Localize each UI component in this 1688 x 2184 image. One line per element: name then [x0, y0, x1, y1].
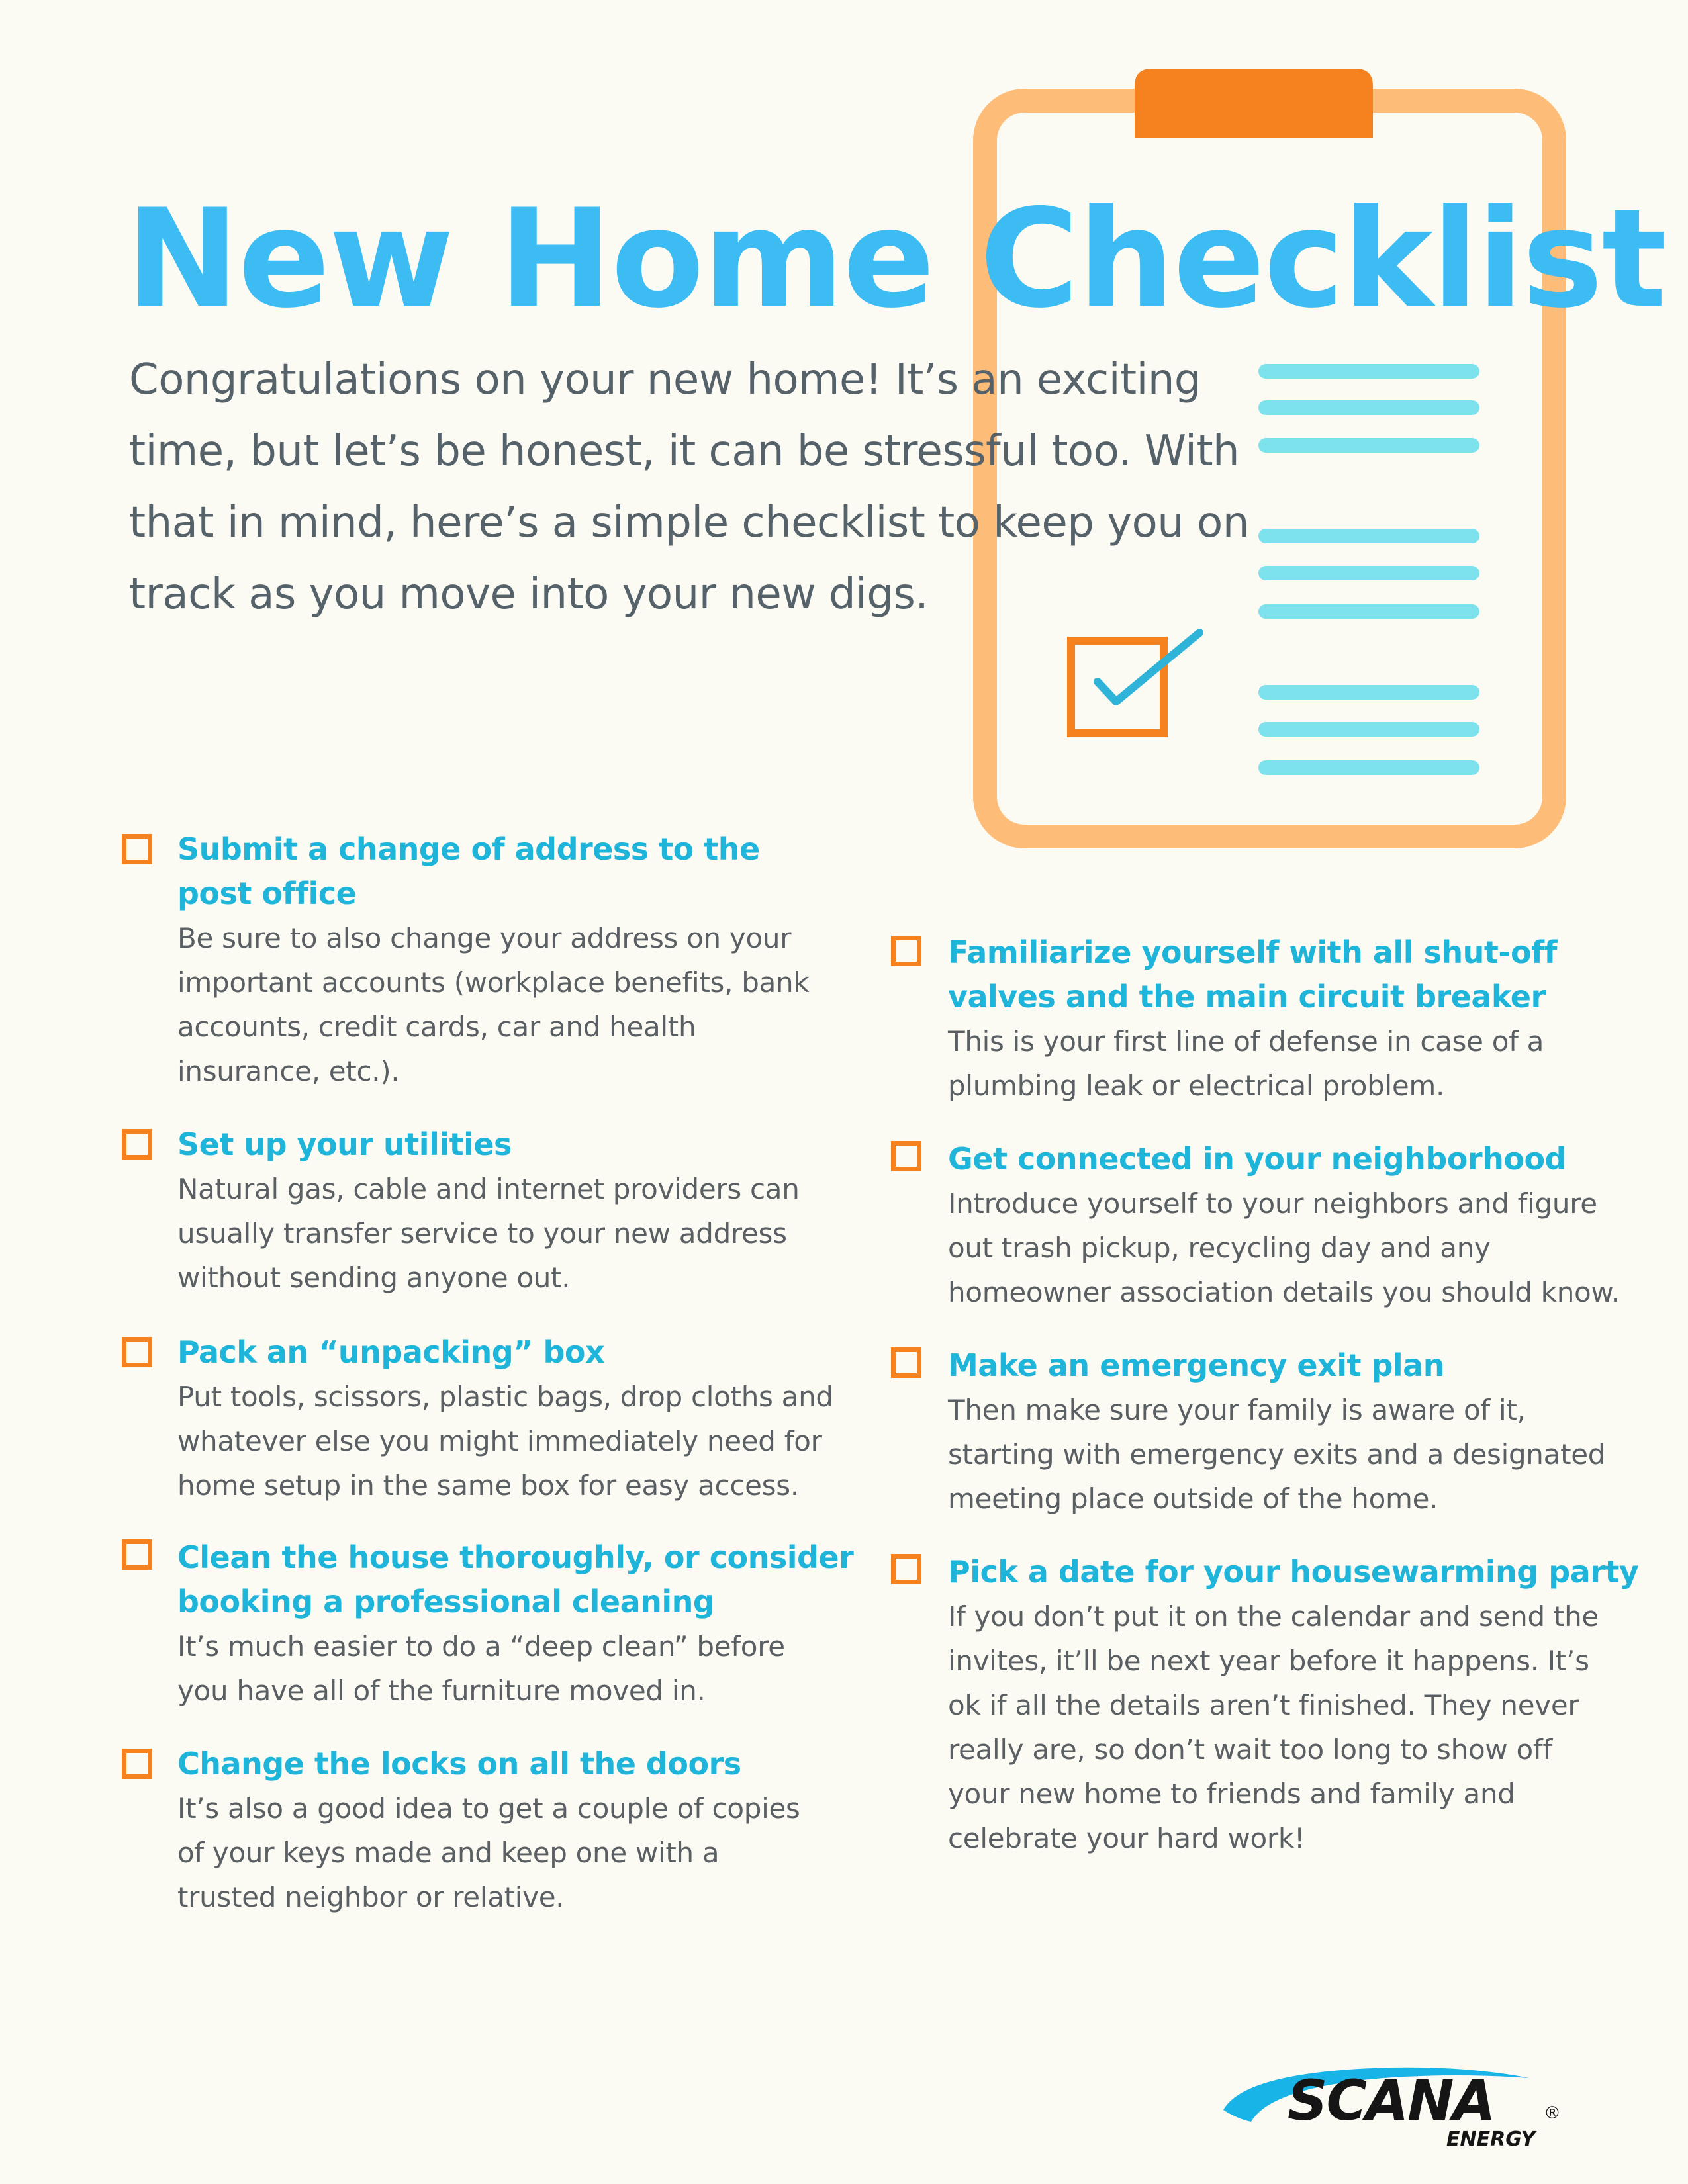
clipboard-clip — [1135, 69, 1373, 138]
scana-energy-logo — [1218, 2058, 1562, 2158]
intro-line: that in mind, here’s a simple checklist to keep you on — [129, 498, 1249, 547]
logo-name: SCANA — [1288, 2068, 1495, 2133]
checkbox-neighborhood[interactable] — [891, 1141, 921, 1171]
item-title-utilities: Set up your utilities — [177, 1126, 512, 1162]
item-title-change-of-address: Submit a change of address to the post office — [177, 831, 760, 911]
item-body-emergency-exit-plan: Then make sure your family is aware of it, starting with emergency exits and a designated meeting place outside of the home. — [948, 1394, 1606, 1515]
checkbox-change-of-address[interactable] — [122, 834, 152, 864]
checkbox-shut-off-valves[interactable] — [891, 936, 921, 966]
item-title-housewarming-party: Pick a date for your housewarming party — [948, 1554, 1639, 1590]
intro-line: track as you move into your new digs. — [129, 570, 929, 619]
item-title-unpacking-box: Pack an “unpacking” box — [177, 1334, 605, 1370]
item-body-unpacking-box: Put tools, scissors, plastic bags, drop cloths and whatever else you might immediately need for home setup in the same box for easy access. — [177, 1381, 833, 1502]
checkbox-clean-house[interactable] — [122, 1539, 152, 1570]
intro-line: time, but let’s be honest, it can be stressful too. With — [129, 427, 1240, 476]
item-body-housewarming-party: If you don’t put it on the calendar and send the invites, it’ll be next year before it happens. It’s ok if all the details aren’t finished. They never really are, so don’t wait too long to show off your new home to friends and family and celebrate your hard work! — [948, 1600, 1599, 1854]
checkbox-housewarming-party[interactable] — [891, 1554, 921, 1584]
clipboard-lines — [1266, 371, 1472, 768]
logo-subtitle: ENERGY — [1446, 2128, 1536, 2151]
item-title-shut-off-valves: Familiarize yourself with all shut-off valves and the main circuit breaker — [948, 934, 1558, 1015]
item-body-shut-off-valves: This is your first line of defense in case of a plumbing leak or electrical problem. — [948, 1025, 1544, 1102]
logo-registered-mark: ® — [1544, 2103, 1561, 2123]
item-title-clean-house: Clean the house thoroughly, or consider booking a professional cleaning — [177, 1539, 854, 1619]
checkbox-unpacking-box[interactable] — [122, 1337, 152, 1367]
checkbox-utilities[interactable] — [122, 1129, 152, 1160]
item-body-neighborhood: Introduce yourself to your neighbors and figure out trash pickup, recycling day and any homeowner association details you should know. — [948, 1187, 1620, 1308]
item-body-clean-house: It’s much easier to do a “deep clean” before you have all of the furniture moved in. — [177, 1630, 785, 1707]
item-body-change-of-address: Be sure to also change your address on your important accounts (workplace benefits, bank accounts, credit cards, car and health insurance, etc.). — [177, 922, 810, 1087]
item-title-change-locks: Change the locks on all the doors — [177, 1746, 741, 1782]
item-body-change-locks: It’s also a good idea to get a couple of copies of your keys made and keep one with a trusted neighbor or relative. — [177, 1792, 800, 1913]
clipboard-checkbox — [1071, 641, 1164, 733]
checkbox-change-locks[interactable] — [122, 1749, 152, 1779]
item-title-neighborhood: Get connected in your neighborhood — [948, 1141, 1566, 1177]
intro-paragraph — [129, 344, 1254, 630]
intro-line: Congratulations on your new home! It’s an exciting — [129, 355, 1201, 404]
item-title-emergency-exit-plan: Make an emergency exit plan — [948, 1347, 1444, 1383]
checkbox-emergency-exit-plan[interactable] — [891, 1347, 921, 1378]
page-title: New Home Checklist — [126, 181, 1665, 338]
item-body-utilities: Natural gas, cable and internet providers can usually transfer service to your new address without sending anyone out. — [177, 1173, 800, 1294]
